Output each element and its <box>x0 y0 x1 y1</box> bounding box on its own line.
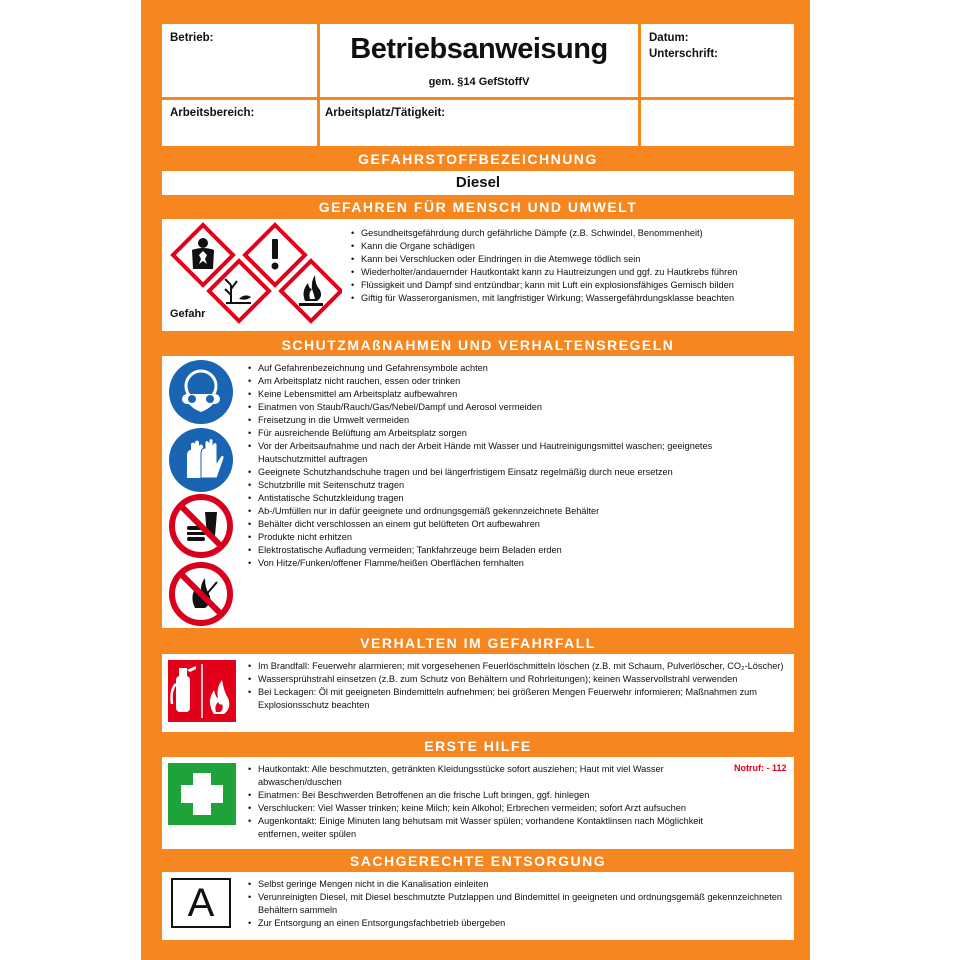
section-title-erste-hilfe: ERSTE HILFE <box>424 738 532 754</box>
protection-box <box>162 356 794 628</box>
section-title-entsorgung: SACHGERECHTE ENTSORGUNG <box>349 853 607 869</box>
list-item: • Wiederholter/andauernder Hautkontakt kann zu Hautreizungen und ggf. zu Hautkrebs führen <box>351 266 791 279</box>
betrieb-label: Betrieb: <box>170 32 214 44</box>
first-aid-pictogram <box>162 757 244 849</box>
list-item: • Antistatische Schutzkleidung tragen <box>248 492 778 505</box>
hazards-list <box>351 227 791 305</box>
header-empty-field[interactable] <box>641 100 794 146</box>
list-item: • Für ausreichende Belüftung am Arbeitsplatz sorgen <box>248 427 778 440</box>
no-eating-drinking-icon <box>172 497 230 555</box>
list-item: • Zur Entsorgung an einen Entsorgungsfachbetrieb übergeben <box>248 917 788 930</box>
arbeitsbereich-label: Arbeitsbereich: <box>170 107 255 119</box>
no-open-flame-icon <box>172 565 230 623</box>
fire-extinguisher-icon <box>168 660 236 722</box>
gloves-icon <box>169 428 233 492</box>
list-item: • Am Arbeitsplatz nicht rauchen, essen oder trinken <box>248 375 778 388</box>
section-title-gefahren: GEFAHREN FÜR MENSCH UND UMWELT <box>318 199 638 215</box>
list-item: • Verunreinigten Diesel, mit Diesel beschmutzte Putzlappen und Bindemittel in geeigneten und ordnungsgemäß gekennzeichneten Behältern sammeln <box>248 891 788 917</box>
protection-list <box>248 362 778 570</box>
list-item: • Keine Lebensmittel am Arbeitsplatz aufbewahren <box>248 388 778 401</box>
section-title-schutz: SCHUTZMAßNAHMEN UND VERHALTENSREGELN <box>281 337 675 353</box>
section-title-gefahrstoff: GEFAHRSTOFFBEZEICHNUNG <box>358 151 598 167</box>
list-item: • Geeignete Schutzhandschuhe tragen und bei längerfristigem Einsatz regelmäßig durch neue ersetzen <box>248 466 778 479</box>
list-item: • Auf Gefahrenbezeichnung und Gefahrensymbole achten <box>248 362 778 375</box>
goggles-icon <box>169 360 233 424</box>
list-item: • Ab-/Umfüllen nur in dafür geeignete und ordnungsgemäß gekennzeichnete Behälter <box>248 505 778 518</box>
list-item: • Produkte nicht erhitzen <box>248 531 778 544</box>
first-aid-box <box>162 757 794 849</box>
arbeitsplatz-label: Arbeitsplatz/Tätigkeit: <box>325 107 446 119</box>
list-item: • Hautkontakt: Alle beschmutzten, getränkten Kleidungsstücke sofort ausziehen; Haut mit viel Wasser abwaschen/duschen <box>248 763 728 789</box>
emergency-box <box>162 654 794 732</box>
emergency-number: Notruf: - 112 <box>734 763 787 773</box>
substance-name: Diesel <box>455 174 501 191</box>
title-box <box>320 24 638 97</box>
page-subtitle: gem. §14 GefStoffV <box>428 76 530 88</box>
list-item: • Verschlucken: Viel Wasser trinken; keine Milch; kein Alkohol; Erbrechen vermeiden; sofort Arzt aufsuchen <box>248 802 728 815</box>
list-item: • Gesundheitsgefährdung durch gefährliche Dämpfe (z.B. Schwindel, Benommenheit) <box>351 227 791 240</box>
list-item: • Bei Leckagen: Öl mit geeigneten Bindemitteln aufnehmen; bei größeren Mengen Feuerwehr informieren; Maßnahmen zum Explosionsschutz beachten <box>248 686 788 712</box>
protection-pictograms <box>162 356 238 628</box>
first-aid-list <box>248 763 728 841</box>
list-item: • Kann die Organe schädigen <box>351 240 791 253</box>
list-item: • Giftig für Wasserorganismen, mit langfristiger Wirkung; Wassergefährdungsklasse beachten <box>351 292 791 305</box>
first-aid-cross-icon <box>168 763 236 825</box>
list-item: • Kann bei Verschlucken oder Eindringen in die Atemwege tödlich sein <box>351 253 791 266</box>
list-item: • Vor der Arbeitsaufnahme und nach der Arbeit Hände mit Wasser und Hautreinigungsmittel waschen; geeignetes Hautschutzmittel auftragen <box>248 440 778 466</box>
arbeitsplatz-field[interactable] <box>320 100 638 146</box>
list-item: • Im Brandfall: Feuerwehr alarmieren; mit vorgesehenen Feuerlöschmitteln löschen (z.B. mit Schaum, Pulverlöscher, CO₂-Löscher) <box>248 660 788 673</box>
list-item: • Wassersprühstrahl einsetzen (z.B. zum Schutz von Behältern und Rohrleitungen); keinen Wasservollstrahl verwenden <box>248 673 788 686</box>
section-title-gefahrfall: VERHALTEN IM GEFAHRFALL <box>360 635 596 651</box>
list-item: • Selbst geringe Mengen nicht in die Kanalisation einleiten <box>248 878 788 891</box>
page-title: Betriebsanweisung <box>350 33 608 65</box>
list-item: • Elektrostatische Aufladung vermeiden; Tankfahrzeuge beim Beladen erden <box>248 544 778 557</box>
list-item: • Einatmen von Staub/Rauch/Gas/Nebel/Dampf und Aerosol vermeiden <box>248 401 778 414</box>
datum-field[interactable] <box>641 24 794 97</box>
unterschrift-label: Unterschrift: <box>649 48 719 60</box>
fire-pictogram <box>162 654 244 732</box>
emergency-list <box>248 660 788 712</box>
list-item: • Flüssigkeit und Dampf sind entzündbar; kann mit Luft ein explosionsfähiges Gemisch bilden <box>351 279 791 292</box>
betrieb-field[interactable] <box>162 24 317 97</box>
list-item: • Augenkontakt: Einige Minuten lang behutsam mit Wasser spülen; vorhandene Kontaktlinsen nach Möglichkeit entfernen, weiter spülen <box>248 815 728 841</box>
arbeitsbereich-field[interactable] <box>162 100 317 146</box>
instruction-sheet <box>141 0 810 960</box>
list-item: • Freisetzung in die Umwelt vermeiden <box>248 414 778 427</box>
disposal-box <box>162 872 794 940</box>
disposal-letter: A <box>171 878 231 928</box>
datum-label: Datum: <box>649 32 689 44</box>
signal-word: Gefahr <box>170 308 206 320</box>
list-item: • Behälter dicht verschlossen an einem gut belüfteten Ort aufbewahren <box>248 518 778 531</box>
hazards-box <box>162 219 794 331</box>
substance-box <box>162 171 794 195</box>
list-item: • Einatmen: Bei Beschwerden Betroffenen an die frische Luft bringen, ggf. hinlegen <box>248 789 728 802</box>
list-item: • Schutzbrille mit Seitenschutz tragen <box>248 479 778 492</box>
list-item: • Von Hitze/Funken/offener Flamme/heißen Oberflächen fernhalten <box>248 557 778 570</box>
disposal-list <box>248 878 788 930</box>
